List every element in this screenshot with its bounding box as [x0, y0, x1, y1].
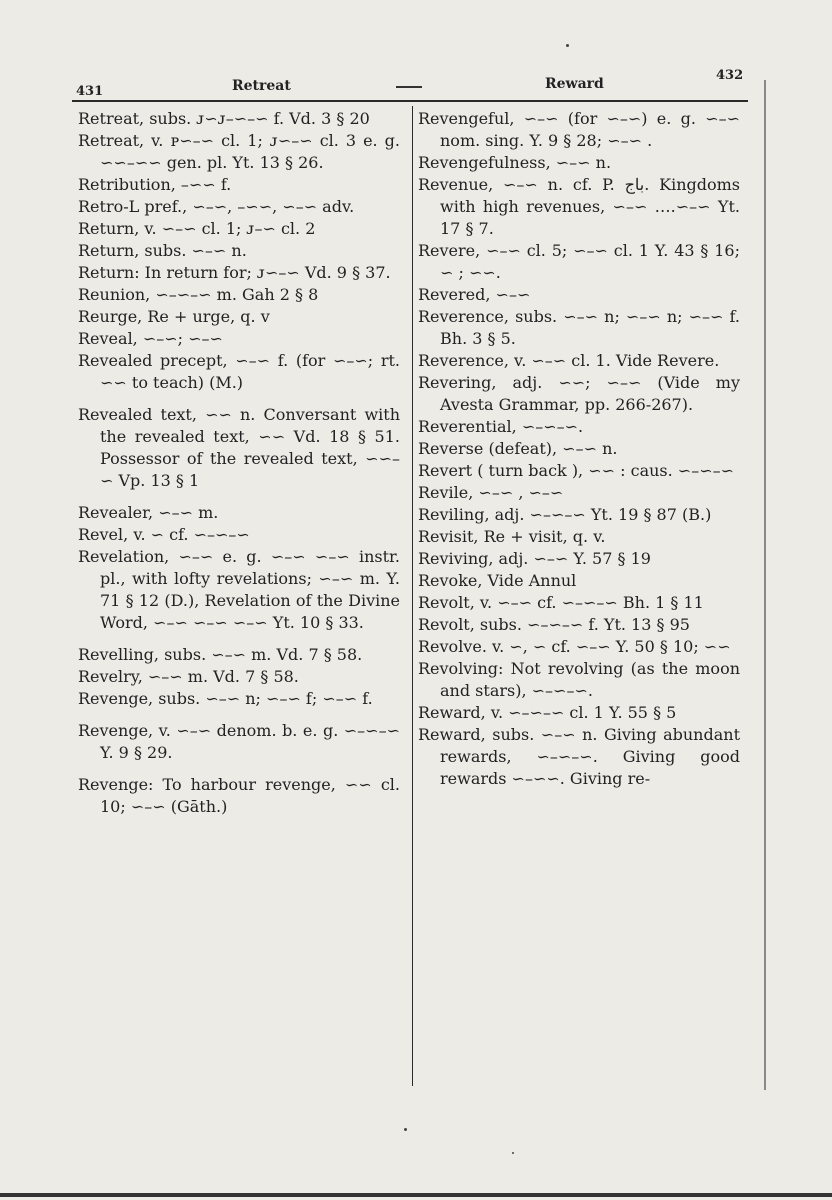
entry-revenge-subs: Revenge, subs. ∽–∽ n; ∽–∽ f; ∽–∽ f.	[78, 689, 373, 708]
entry-revelation: Revelation, ∽–∽ e. g. ∽–∽ ∽–∽ instr. pl., with lofty revelations; ∽–∽ m. Y. 71 § 12 (D.), Revelation of the Divine Word, ∽–∽ ∽–∽ ∽–∽ Yt. 10 § 33.	[78, 547, 400, 632]
entry-revolving: Revolving: Not revolving (as the moon and stars), ∽–∽–∽.	[418, 659, 740, 700]
entry-return-v: Return, v. ∽–∽ cl. 1; ᴊ–∽ cl. 2	[78, 219, 316, 238]
entry-reverence-v: Reverence, v. ∽–∽ cl. 1. Vide Revere.	[418, 351, 720, 370]
entry-reviving: Reviving, adj. ∽–∽ Y. 57 § 19	[418, 549, 651, 568]
entry-reverse: Reverse (defeat), ∽–∽ n.	[418, 439, 618, 458]
entry-return-in-return: Return: In return for; ᴊ∽–∽ Vd. 9 § 37.	[78, 263, 391, 282]
entry-revolt-subs: Revolt, subs. ∽–∽–∽ f. Yt. 13 § 95	[418, 615, 690, 634]
entry-revelling: Revelling, subs. ∽–∽ m. Vd. 7 § 58.	[78, 645, 363, 664]
entry-revered: Revered, ∽–∽	[418, 285, 531, 304]
entry-revelry: Revelry, ∽–∽ m. Vd. 7 § 58.	[78, 667, 299, 686]
entry-revoke: Revoke, Vide Annul	[418, 571, 577, 590]
entry-revengeful: Revengeful, ∽–∽ (for ∽–∽) e. g. ∽–∽ nom. sing. Y. 9 § 28; ∽–∽ .	[418, 109, 740, 150]
entry-revisit: Revisit, Re + visit, q. v.	[418, 527, 606, 546]
entry-reurge: Reurge, Re + urge, q. v	[78, 307, 270, 326]
left-running-title: Retreat	[232, 78, 291, 94]
entry-revile: Revile, ∽–∽ , ∽–∽	[418, 483, 564, 502]
entry-revolt-v: Revolt, v. ∽–∽ cf. ∽–∽–∽ Bh. 1 § 11	[418, 593, 704, 612]
paper-speck	[512, 1152, 514, 1154]
entry-retro-l: Retro-L pref., ∽–∽, –∽∽, ∽–∽ adv.	[78, 197, 355, 216]
entry-reunion: Reunion, ∽–∽–∽ m. Gah 2 § 8	[78, 285, 319, 304]
entry-revenge-harbour: Revenge: To harbour revenge, ∽∽ cl. 10; ∽–∽ (Gāth.)	[78, 775, 400, 816]
entry-retreat-v: Retreat, v. ᴘ∽–∽ cl. 1; ᴊ∽–∽ cl. 3 e. g. ∽∽–∽∽ gen. pl. Yt. 13 § 26.	[78, 131, 400, 172]
right-page-number: 432	[716, 68, 744, 83]
entry-revert: Revert ( turn back ), ∽∽ : caus. ∽–∽–∽	[418, 461, 735, 480]
entry-revering: Revering, adj. ∽∽; ∽–∽ (Vide my Avesta Grammar, pp. 266-267).	[418, 373, 740, 414]
entry-revel: Revel, v. ∽ cf. ∽–∽–∽	[78, 525, 250, 544]
entry-revolve: Revolve. v. ∽, ∽ cf. ∽–∽ Y. 50 § 10; ∽∽	[418, 637, 731, 656]
right-running-title: Reward	[545, 76, 604, 92]
entry-revengefulness: Revengefulness, ∽–∽ n.	[418, 153, 612, 172]
entry-revealed-text: Revealed text, ∽∽ n. Conversant with the revealed text, ∽∽ Vd. 18 § 51. Possessor of the revealed text, ∽∽–∽ Vp. 13 § 1	[78, 405, 400, 490]
column-divider	[412, 106, 413, 1086]
right-edge-rule	[764, 80, 766, 1090]
right-column	[418, 108, 740, 790]
entry-revere: Revere, ∽–∽ cl. 5; ∽–∽ cl. 1 Y. 43 § 16; ∽ ; ∽∽.	[418, 241, 740, 282]
left-column	[78, 108, 400, 818]
entry-revenue: Revenue, ∽–∽ n. cf. P. باج. Kingdoms with high revenues, ∽–∽ ….∽–∽ Yt. 17 § 7.	[418, 175, 741, 238]
entry-reward-v: Reward, v. ∽–∽–∽ cl. 1 Y. 55 § 5	[418, 703, 677, 722]
entry-revenge-v: Revenge, v. ∽–∽ denom. b. e. g. ∽–∽–∽ Y. 9 § 29.	[78, 721, 400, 762]
entry-return-subs: Return, subs. ∽–∽ n.	[78, 241, 247, 260]
entry-retreat-subs: Retreat, subs. ᴊ∽ᴊ–∽–∽ f. Vd. 3 § 20	[78, 109, 370, 128]
page-bottom-edge	[0, 1193, 832, 1197]
left-page-number: 431	[76, 84, 104, 99]
header-rule	[72, 100, 748, 102]
entry-reverence-subs: Reverence, subs. ∽–∽ n; ∽–∽ n; ∽–∽ f. Bh. 3 § 5.	[418, 307, 740, 348]
entry-revealed-precept: Revealed precept, ∽–∽ f. (for ∽–∽; rt. ∽∽ to teach) (M.)	[78, 351, 400, 392]
entry-revealer: Revealer, ∽–∽ m.	[78, 503, 219, 522]
entry-retribution: Retribution, –∽∽ f.	[78, 175, 232, 194]
entry-reward-subs: Reward, subs. ∽–∽ n. Giving abundant rewards, ∽–∽–∽. Giving good rewards ∽–∽∽. Giving re-	[418, 725, 740, 788]
header-divider-dash	[396, 86, 422, 88]
paper-speck	[566, 44, 569, 47]
entry-reviling: Reviling, adj. ∽–∽–∽ Yt. 19 § 87 (B.)	[418, 505, 712, 524]
entry-reveal: Reveal, ∽–∽; ∽–∽	[78, 329, 223, 348]
paper-speck	[404, 1128, 407, 1131]
entry-reverential: Reverential, ∽–∽–∽.	[418, 417, 584, 436]
